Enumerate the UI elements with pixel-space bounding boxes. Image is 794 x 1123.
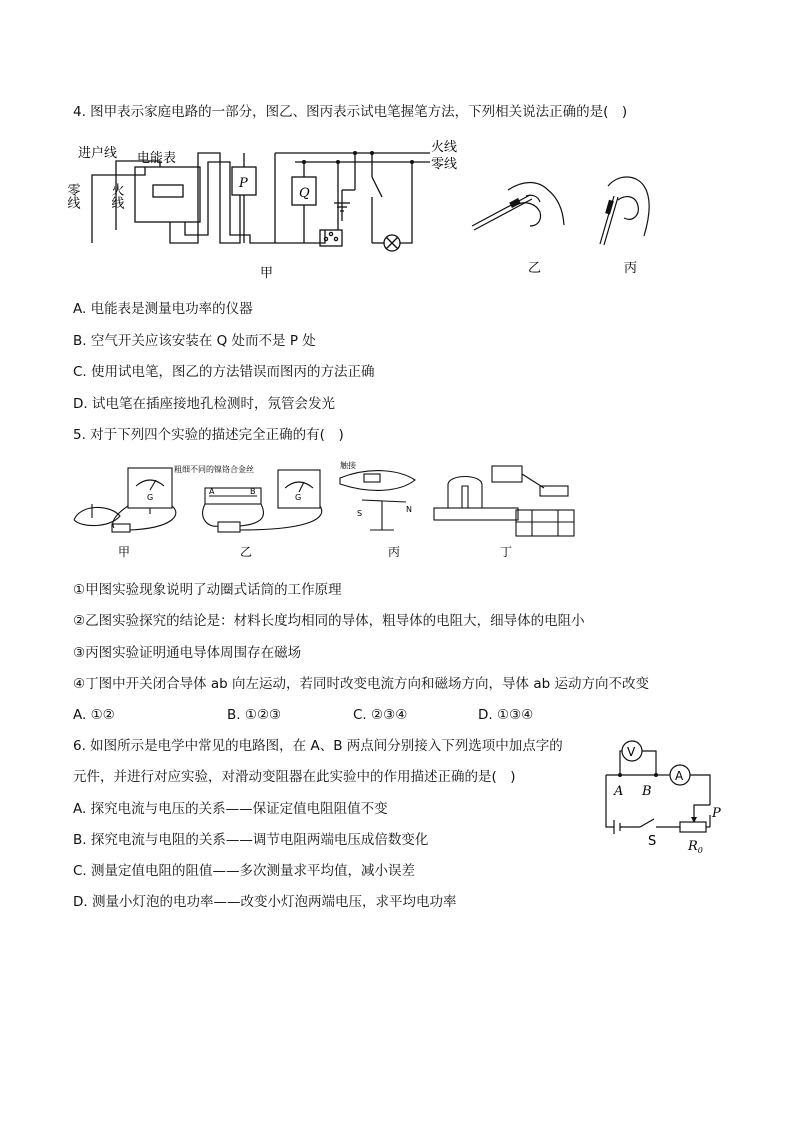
label-bing: 丙 — [624, 261, 638, 276]
q5-option-d: D. ①③④ — [478, 707, 534, 723]
q5-label-direct: 触接 — [340, 461, 356, 470]
q6-stem-line1: 6. 如图所示是电学中常见的电路图，在 A、B 两点间分别接入下列选项中加点字的 — [73, 738, 563, 754]
q6-option-a: A. 探究电流与电压的关系——保证定值电阻阻值不变 — [73, 801, 388, 817]
q4-figure-yi-bing — [468, 160, 668, 280]
label-meter: 电能表 — [137, 151, 177, 166]
q5-option-c: C. ②③④ — [353, 707, 408, 723]
q5-statement-4: ④丁图中开关闭合导体 ab 向左运动，若同时改变电流方向和磁场方向，导体 ab 运动方向不改变 — [73, 676, 649, 692]
q5-label-A: A — [209, 487, 215, 496]
q5-label-G2: G — [295, 493, 302, 502]
q5-label-S: S — [357, 509, 363, 518]
q5-label-B: B — [250, 487, 256, 496]
q6-label-A-meter: A — [675, 769, 684, 783]
q6-label-V: V — [627, 745, 636, 759]
q5-label-jia: 甲 — [118, 545, 131, 559]
label-jia: 甲 — [260, 266, 274, 281]
q6-label-P: P — [712, 806, 721, 821]
q6-option-b: B. 探究电流与电阻的关系——调节电阻两端电压成倍数变化 — [73, 832, 429, 848]
q5-statement-3: ③丙图实验证明通电导体周围存在磁场 — [73, 645, 302, 661]
q6-option-c: C. 测量定值电阻的阻值——多次测量求平均值，减小误差 — [73, 863, 416, 879]
q6-label-R-main: R — [688, 839, 698, 854]
q6-circuit — [590, 735, 730, 857]
q5-stem: 5. 对于下列四个实验的描述完全正确的有( ) — [73, 427, 344, 443]
q6-label-A: A — [614, 784, 624, 799]
q6-stem-line2: 元件，并进行对应实验，对滑动变阻器在此实验中的作用描述正确的是( ) — [73, 769, 516, 785]
label-Q: Q — [299, 186, 310, 201]
q4-option-b: B. 空气开关应该安装在 Q 处而不是 P 处 — [73, 333, 316, 349]
q6-label-S: S — [648, 834, 657, 849]
q5-label-yi: 乙 — [240, 545, 253, 559]
q5-statement-1: ①甲图实验现象说明了动圈式话筒的工作原理 — [73, 582, 342, 598]
label-huo: 火线 — [431, 140, 458, 155]
q6-label-B: B — [642, 784, 652, 799]
q5-label-bing: 丙 — [388, 545, 401, 559]
q4-figure-jia — [64, 135, 470, 285]
q5-statement-2: ②乙图实验探究的结论是：材料长度均相同的导体，粗导体的电阻大，细导体的电阻小 — [73, 613, 585, 629]
q6-label-R-sub: 0 — [697, 846, 703, 855]
q5-label-ding: 丁 — [500, 545, 513, 559]
q4-option-d: D. 试电笔在插座接地孔检测时，氖管会发光 — [73, 396, 335, 412]
q5-label-G1: G — [147, 493, 154, 502]
label-P: P — [239, 176, 248, 191]
label-ling: 零线 — [431, 157, 458, 172]
label-huo-vert: 火线 — [108, 183, 124, 209]
label-jinhuxian: 进户线 — [78, 146, 118, 161]
q5-wire-note: 粗细不同的镍铬合金丝 — [174, 465, 254, 474]
q4-stem: 4. 图甲表示家庭电路的一部分，图乙、图丙表示试电笔握笔方法，下列相关说法正确的是( ) — [73, 104, 628, 120]
q5-figure — [70, 458, 590, 562]
q4-option-c: C. 使用试电笔，图乙的方法错误而图丙的方法正确 — [73, 364, 375, 380]
label-ling-vert: 零线 — [64, 183, 80, 209]
label-yi: 乙 — [528, 261, 542, 276]
q5-label-N: N — [406, 505, 412, 514]
q5-option-b: B. ①②③ — [227, 707, 282, 723]
q6-label-R — [687, 839, 703, 855]
q4-option-a: A. 电能表是测量电功率的仪器 — [73, 301, 253, 317]
q5-option-a: A. ①② — [73, 707, 115, 723]
q6-option-d: D. 测量小灯泡的电功率——改变小灯泡两端电压，求平均电功率 — [73, 894, 457, 910]
